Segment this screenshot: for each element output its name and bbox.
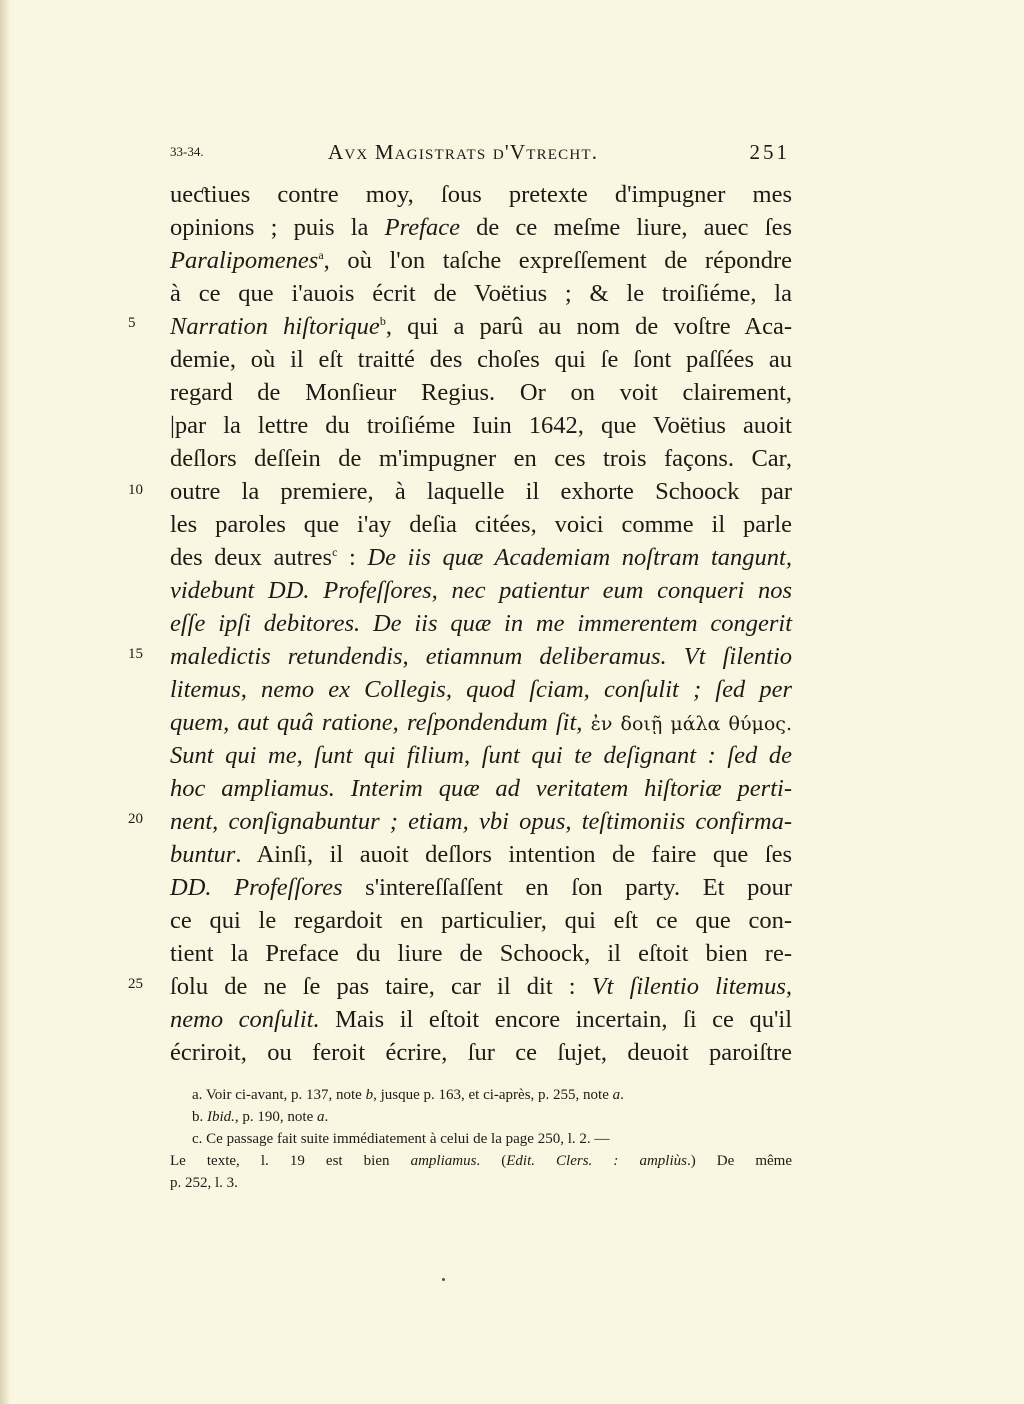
footnote-c-continued: [170, 1150, 792, 1172]
italic-run: quem, aut quâ ratione, reſpondendum ſit,: [170, 709, 583, 736]
footnote-c-end: [170, 1172, 792, 1194]
line-number-25: 25: [128, 976, 143, 992]
footnote-text: p. 252, l. 3.: [170, 1175, 238, 1191]
text-line: [170, 409, 792, 442]
text-run: , où l'on taſche expreſſement de répondre: [323, 247, 792, 274]
italic-run: hoc ampliamus. Interim quæ ad veritatem hiſtoriæ perti-: [170, 775, 792, 802]
footnote-a: [170, 1084, 792, 1106]
italic-run: nemo conſulit.: [170, 1006, 320, 1033]
text-line: [170, 442, 792, 475]
text-line: [170, 706, 792, 739]
italic-run: Sunt qui me, ſunt qui filium, ſunt qui te deſignant : ſed de: [170, 742, 792, 769]
text-line: [170, 607, 792, 640]
text-run: écriroit, ou feroit écrire, ſur ce ſujet, deuoit paroiſtre: [170, 1039, 792, 1066]
italic-run: maledictis retundendis, etiamnum deliberamus. Vt ſilentio: [170, 643, 792, 670]
text-line: [170, 970, 792, 1003]
footnote-italic: a: [317, 1109, 325, 1125]
binding-edge: [0, 0, 10, 1404]
text-line: [170, 508, 792, 541]
footnote-text: a. Voir ci-avant, p. 137, note: [192, 1087, 366, 1103]
paper-speck: [442, 1278, 445, 1281]
text-run: les paroles que i'ay deſia citées, voici comme il parle: [170, 511, 792, 538]
text-line: [170, 673, 792, 706]
italic-run: buntur: [170, 841, 236, 868]
running-head-title: Avx Magistrats d'Vtrecht.: [328, 140, 599, 164]
text-run: de ce meſme liure, auec ſes: [459, 214, 793, 241]
text-run: deſlors deſſein de m'impugner en ces trois façons. Car,: [170, 445, 792, 472]
footnote-text: , p. 190, note: [234, 1109, 317, 1125]
text-line: [170, 376, 792, 409]
page-number: 251: [749, 140, 790, 164]
text-run: . Ainſi, il auoit deſlors intention de faire que ſes: [235, 841, 792, 868]
footnote-italic: a: [612, 1087, 621, 1103]
text-line: [170, 1003, 792, 1036]
line-number-20: 20: [128, 811, 143, 827]
footnotes: [170, 1084, 792, 1194]
text-line: [170, 937, 792, 970]
text-line: [170, 310, 792, 343]
italic-run: DD. Profeſſores: [170, 874, 343, 901]
italic-run: Vt ſilentio litemus,: [591, 973, 792, 1000]
italic-run: Paralipomenes: [170, 247, 319, 274]
text-run: regard de Monſieur Regius. Or on voit clairement,: [170, 379, 792, 406]
text-run: s'intereſſaſſent en ſon party. Et pour: [342, 874, 792, 901]
text-run: à ce que i'auois écrit de Voëtius ; & le troiſiéme, la: [170, 280, 792, 307]
footnote-text: .: [620, 1087, 624, 1103]
text-line: [170, 838, 792, 871]
text-run: Mais il eſtoit encore incertain, ſi ce qu'il: [319, 1006, 793, 1033]
running-head: [170, 140, 790, 166]
footnote-marker: a: [318, 247, 324, 262]
running-head-folio: 33-34.: [170, 144, 204, 159]
footnote-text: .) De même: [686, 1153, 792, 1169]
italic-run: Preface: [384, 214, 460, 241]
line-number-5: 5: [128, 315, 136, 331]
footnote-text: Le texte, l. 19 est bien: [170, 1153, 411, 1169]
footnote-text: .: [324, 1109, 329, 1125]
line-number-15: 15: [128, 646, 143, 662]
italic-run: videbunt DD. Profeſſores, nec patientur eum conqueri nos: [170, 577, 792, 604]
text-line: [170, 904, 792, 937]
text-line: [170, 277, 792, 310]
text-run: :: [337, 544, 368, 571]
text-line: [170, 805, 792, 838]
text-run: tient la Preface du liure de Schoock, il eſtoit bien re-: [170, 940, 792, 967]
body-text: [170, 178, 792, 1069]
italic-run: Narration hiſtorique: [170, 313, 380, 340]
text-run: ce qui le regardoit en particulier, qui eſt ce que con-: [170, 907, 792, 934]
text-run: , qui a parû au nom de voſtre Aca-: [385, 313, 792, 340]
footnote-text: b.: [192, 1109, 207, 1125]
footnote-italic: Ibid.: [207, 1109, 235, 1125]
footnote-italic: ampliamus: [410, 1153, 477, 1169]
text-line: [170, 640, 792, 673]
text-run: demie, où il eſt traitté des choſes qui ſe ſont paſſées au: [170, 346, 792, 373]
italic-run: De iis quæ Academiam noſtram tangunt,: [367, 544, 792, 571]
text-line: [170, 178, 792, 211]
text-line: [170, 772, 792, 805]
footnote-marker: b: [379, 313, 386, 328]
footnote-marker: c: [332, 544, 338, 559]
text-line: [170, 739, 792, 772]
text-line: [170, 871, 792, 904]
footnote-text: , jusque p. 163, et ci-après, p. 255, note: [373, 1087, 613, 1103]
text-line: [170, 244, 792, 277]
greek-quote: ἐν δοιῇ μάλα θύμος.: [590, 713, 792, 735]
italic-run: nent, conſignabuntur ; etiam, vbi opus, teſtimoniis confirma-: [170, 808, 792, 835]
line-number-10: 10: [128, 482, 143, 498]
footnote-b: [170, 1106, 792, 1128]
text-line: [170, 343, 792, 376]
footnote-italic: b: [365, 1087, 374, 1103]
italic-run: eſſe ipſi debitores. De iis quæ in me immerentem congerit: [170, 610, 792, 637]
text-line: [170, 211, 792, 244]
italic-run: litemus, nemo ex Collegis, quod ſciam, conſulit ; ſed per: [170, 676, 792, 703]
text-line: [170, 541, 792, 574]
footnote-text: c. Ce passage fait suite immédiatement à celui de la page 250, l. 2. —: [192, 1131, 610, 1147]
text-run: outre la premiere, à laquelle il exhorte Schoock par: [170, 478, 792, 505]
text-run: ueƈtiues contre moy, ſous pretexte d'impugner mes: [170, 181, 792, 208]
footnote-italic: Edit. Clers. : ampliùs: [506, 1153, 687, 1169]
text-run: opinions ; puis la: [170, 214, 385, 241]
footnote-text: . (: [476, 1153, 507, 1169]
text-line: [170, 475, 792, 508]
text-run: des deux autres: [170, 544, 333, 571]
text-line: [170, 1036, 792, 1069]
text-run: ſolu de ne ſe pas taire, car il dit :: [170, 973, 592, 1000]
text-run: |par la lettre du troiſiéme Iuin 1642, que Voëtius auoit: [170, 412, 792, 439]
footnote-c: [170, 1128, 792, 1150]
text-line: [170, 574, 792, 607]
